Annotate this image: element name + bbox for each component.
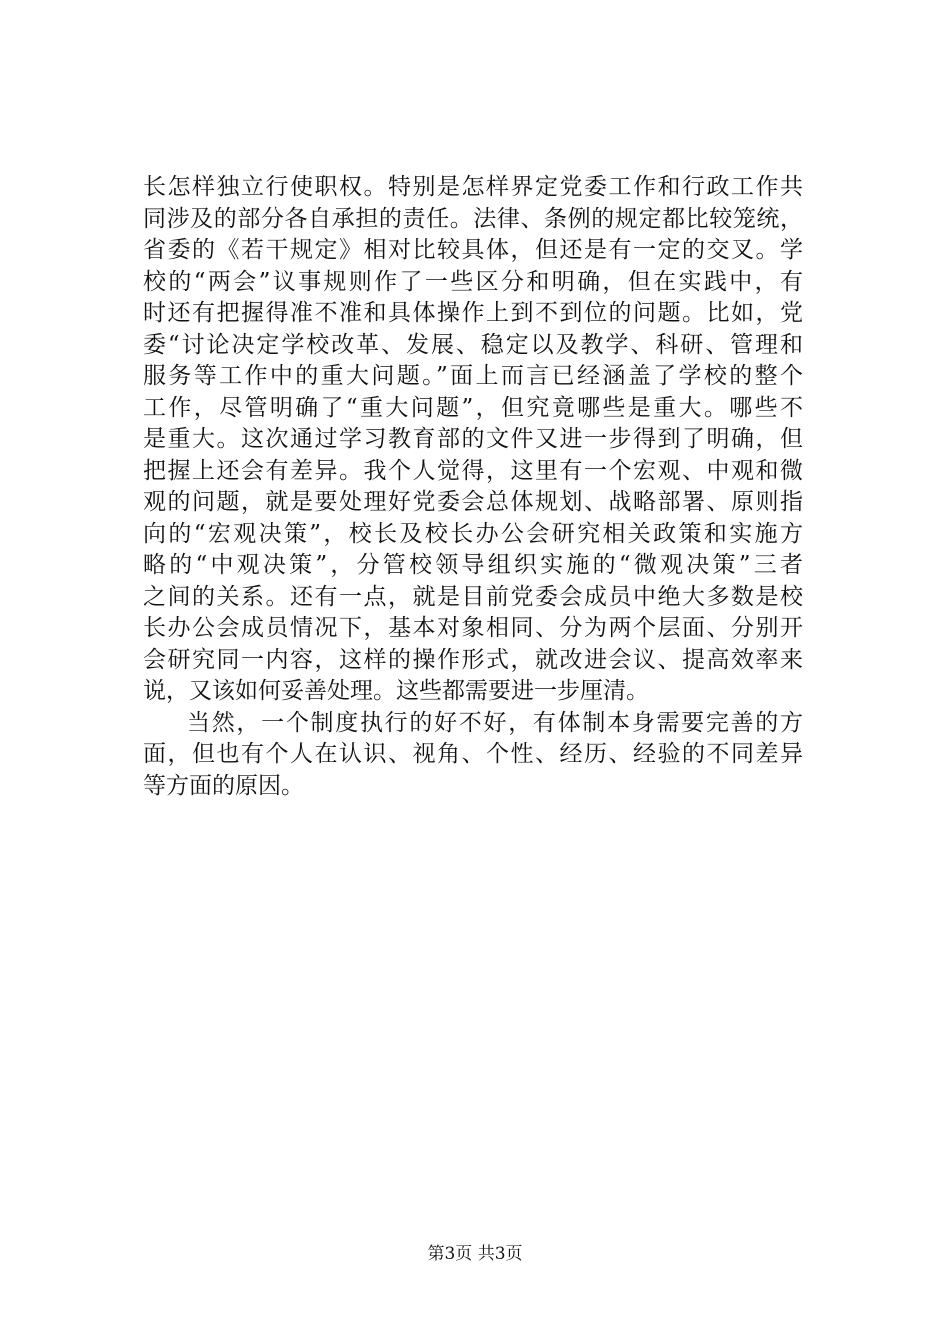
text-line: 服务等工作中的重大问题。”面上而言已经涵盖了学校的整个 xyxy=(143,363,803,389)
text-line: 把握上还会有差异。我个人觉得，这里有一个宏观、中观和微 xyxy=(143,457,803,484)
document-body xyxy=(143,172,803,802)
paragraph-2 xyxy=(143,708,803,803)
text-line: 之间的关系。还有一点，就是目前党委会成员中绝大多数是校 xyxy=(143,583,803,610)
text-line: 是重大。这次通过学习教育部的文件又进一步得到了明确，但 xyxy=(143,426,803,452)
text-line: 同涉及的部分各自承担的责任。法律、条例的规定都比较笼统， xyxy=(143,205,803,232)
text-line: 会研究同一内容，这样的操作形式，就改进会议、提高效率来 xyxy=(143,646,803,673)
text-line: 省委的《若干规定》相对比较具体，但还是有一定的交叉。学 xyxy=(143,237,803,263)
text-line: 校的“两会”议事规则作了一些区分和明确，但在实践中，有 xyxy=(143,268,803,295)
text-line: 面，但也有个人在认识、视角、个性、经历、经验的不同差异 xyxy=(143,741,803,767)
text-line: 等方面的原因。 xyxy=(143,772,304,799)
text-line: 说，又该如何妥善处理。这些都需要进一步厘清。 xyxy=(143,678,649,704)
page-footer xyxy=(0,1243,950,1265)
text-line: 观的问题，就是要处理好党委会总体规划、战略部署、原则指 xyxy=(143,489,803,515)
text-line: 当然，一个制度执行的好不好，有体制本身需要完善的方 xyxy=(187,709,803,736)
text-line: 时还有把握得准不准和具体操作上到不到位的问题。比如，党 xyxy=(143,300,803,326)
text-line: 委“讨论决定学校改革、发展、稳定以及教学、科研、管理和 xyxy=(143,331,803,358)
text-line: 长办公会成员情况下，基本对象相同、分为两个层面、分别开 xyxy=(143,615,803,641)
page-number-label: 第3页 共3页 xyxy=(427,1244,523,1264)
text-line: 工作，尽管明确了“重大问题”，但究竟哪些是重大。哪些不 xyxy=(143,394,803,421)
paragraph-1 xyxy=(143,172,803,708)
text-line: 向的“宏观决策”，校长及校长办公会研究相关政策和实施方 xyxy=(143,520,803,547)
text-line: 略的“中观决策”，分管校领导组织实施的“微观决策”三者 xyxy=(143,552,803,578)
text-line: 长怎样独立行使职权。特别是怎样界定党委工作和行政工作共 xyxy=(143,174,803,200)
